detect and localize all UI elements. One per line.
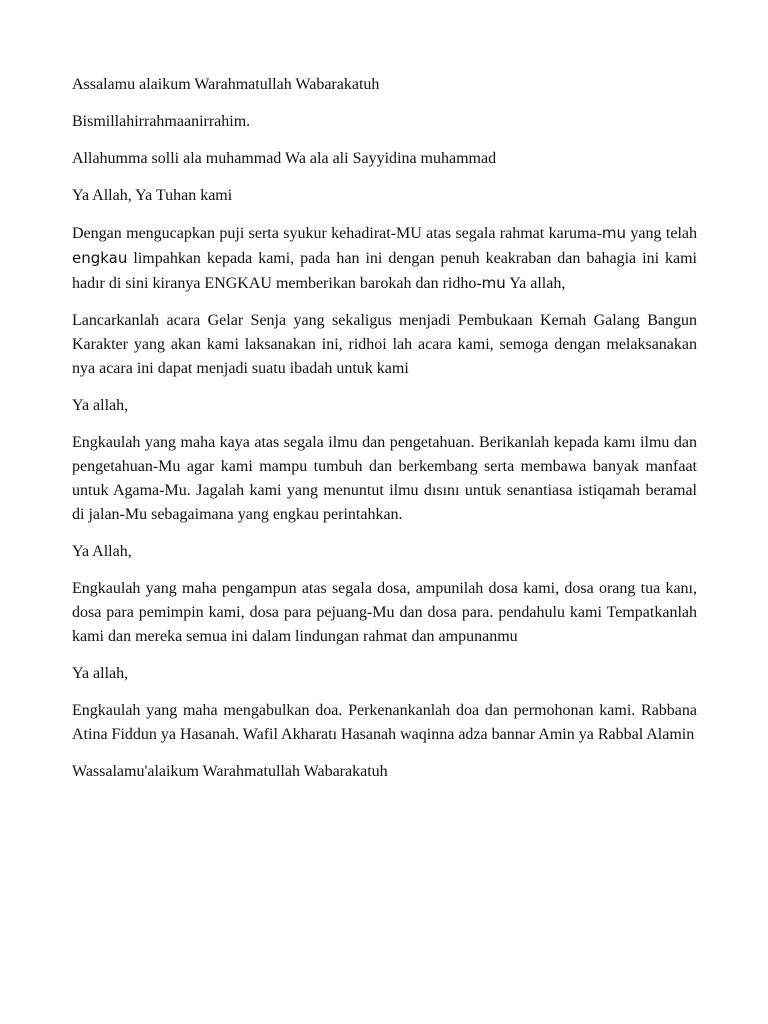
- paragraph-supplication: Engkaulah yang maha mengabulkan doa. Perkenankanlah doa dan permohonan kami. Rabbana Atina Fiddun ya Hasanah. Wafil Akharatı Hasanah waqinna adza bannar Amin ya Rabbal Alamin: [72, 702, 697, 743]
- basmalah: Bismillahirrahmaanirrahim.: [72, 113, 251, 130]
- gratitude-text-f: mu: [481, 274, 506, 292]
- gratitude-text-d: engkau: [72, 249, 128, 267]
- invocation-3: Ya Allah,: [72, 543, 132, 560]
- salawat: Allahumma solli ala muhammad Wa ala ali Sayyidina muhammad: [72, 150, 497, 167]
- gratitude-text-a: Dengan mengucapkan puji serta syukur kehadirat-MU atas segala rahmat karuma-: [72, 225, 602, 242]
- invocation-4: Ya allah,: [72, 665, 129, 682]
- document-body: [72, 73, 697, 797]
- gratitude-text-b: mu: [601, 224, 627, 242]
- invocation-2: Ya allah,: [72, 397, 129, 414]
- gratitude-text-e: limpahkan kepada kami, pada han ini dengan penuh keakraban dan bahagia ini kami hadır di sini kiranya ENGKAU memberikan barokah dan ridho-: [72, 250, 697, 292]
- closing-greeting: Wassalamu'alaikum Warahmatullah Wabarakatuh: [72, 763, 388, 780]
- paragraph-gratitude: [72, 221, 697, 296]
- gratitude-text-g: Ya allah,: [505, 275, 566, 292]
- paragraph-forgiveness: Engkaulah yang maha pengampun atas segala dosa, ampunilah dosa kami, dosa orang tua kanı, dosa para pemimpin kami, dosa para pejuang-Mu dan dosa para. pendahulu kami Tempatkanlah kami dan mereka semua ini dalam lindungan rahmat dan ampunanmu: [72, 580, 697, 645]
- invocation-1: Ya Allah, Ya Tuhan kami: [72, 187, 233, 204]
- gratitude-text-c: yang telah: [626, 225, 698, 242]
- opening-greeting: Assalamu alaikum Warahmatullah Wabarakatuh: [72, 76, 380, 93]
- paragraph-event: Lancarkanlah acara Gelar Senja yang sekaligus menjadi Pembukaan Kemah Galang Bangun Karakter yang akan kami laksanakan ini, ridhoi lah acara kami, semoga dengan melaksanakan nya acara ini dapat menjadi suatu ibadah untuk kami: [72, 312, 697, 377]
- paragraph-knowledge: Engkaulah yang maha kaya atas segala ilmu dan pengetahuan. Berikanlah kepada kamı ilmu dan pengetahuan-Mu agar kami mampu tumbuh dan berkembang serta membawa banyak manfaat untuk Agama-Mu. Jagalah kami yang menuntut ilmu dısını untuk senantiasa istiqamah beramal di jalan-Mu sebagaimana yang engkau perintahkan.: [72, 434, 697, 523]
